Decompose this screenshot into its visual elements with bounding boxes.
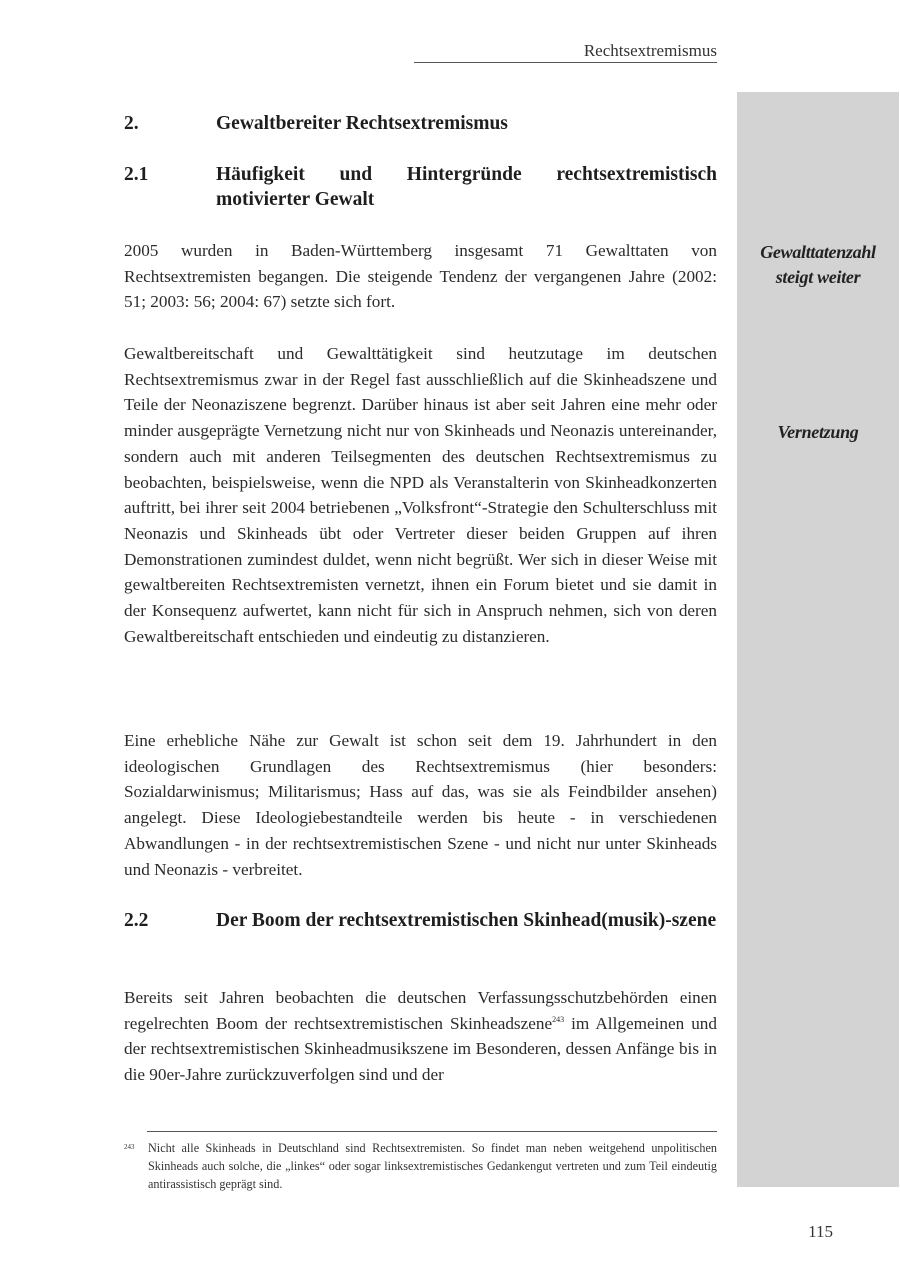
footnote-divider bbox=[147, 1131, 717, 1132]
section-number: 2.1 bbox=[124, 164, 149, 185]
page-number: 115 bbox=[808, 1222, 833, 1241]
section-heading-2-2 bbox=[124, 908, 717, 933]
section-title: Gewaltbereiter Rechtsextremismus bbox=[216, 113, 508, 134]
section-number: 2. bbox=[124, 113, 139, 134]
paragraph-vernetzung: Gewaltbereitschaft und Gewalttätigkeit sind heutzutage im deutschen Rechtsextremismus zwar in der Regel fast ausschließlich auf die Skinheadszene und Teile der Neonaziszene begrenzt. Darüber hinaus ist aber seit Jahren eine mehr oder minder ausgeprägte Vernetzung nicht nur von Skinheads und Neonazis untereinander, sondern auch mit anderen Teilsegmenten des deutschen Rechtsextremismus zu beobachten, beispielsweise, wenn die NPD als Veranstalterin von Skinheadkonzerten auftritt, bei ihrer seit 2004 betriebenen „Volksfront“-Strategie den Schulterschluss mit Neonazis und Skinheads übt oder Vertreter dieser beiden Gruppen auf ihren Demonstrationen zumindest duldet, wenn nicht begrüßt. Wer sich in dieser Weise mit gewaltbereiten Rechtsextremisten vernetzt, ihnen ein Forum bietet und sie damit in der Konsequenz aufwertet, kann nicht für sich in Anspruch nehmen, sich von deren Gewaltbereitschaft entschieden und eindeutig zu distanzieren. bbox=[124, 344, 717, 646]
running-header: Rechtsextremismus bbox=[414, 40, 717, 63]
footnote-reference[interactable]: 243 bbox=[552, 1014, 565, 1024]
paragraph-text: im Allgemeinen und der rechtsextremistischen Skinheadmusikszene im Besonderen, dessen Anfänge bis in die 90er-Jahre zurückzuverfolgen sind und der bbox=[124, 1013, 717, 1085]
footnote-text: Nicht alle Skinheads in Deutschland sind Rechtsextremisten. So findet man neben weitgehend unpolitischen Skinheads auch solche, die „linkes“ oder sogar linksextremistisches Gedankengut vertreten und zum Teil eindeutig antirassistisch geprägt sind. bbox=[148, 1141, 717, 1191]
margin-note-gewalttatenzahl: Gewalttatenzahl steigt weiter bbox=[760, 242, 876, 287]
section-heading-2-1 bbox=[124, 162, 717, 212]
paragraph-text: Bereits seit Jahren beobachten die deutschen Verfassungsschutzbehörden einen regelrechten Boom der rechtsextremistischen Skinheadszene bbox=[124, 988, 717, 1033]
margin-note-vernetzung: Vernetzung bbox=[777, 422, 859, 442]
paragraph-gewalttaten: 2005 wurden in Baden-Württemberg insgesamt 71 Gewalttaten von Rechtsextremisten begangen. Die steigende Tendenz der vergangenen Jahre (2002: 51; 2003: 56; 2004: 67) setzte sich fort. bbox=[124, 241, 717, 312]
footnote bbox=[124, 1139, 717, 1193]
paragraph-ideologie: Eine erhebliche Nähe zur Gewalt ist schon seit dem 19. Jahrhundert in den ideologischen Grundlagen des Rechtsextremismus (hier besonders: Sozialdarwinismus; Militarismus; Hass auf das, was sie als Feindbilder ansehen) angelegt. Diese Ideologiebestandteile werden bis heute - in verschiedenen Abwandlungen - in der rechtsextremistischen Szene - und nicht nur unter Skinheads und Neonazis - verbreitet. bbox=[124, 731, 717, 879]
footnote-number: 243 bbox=[124, 1143, 135, 1151]
section-number: 2.2 bbox=[124, 910, 149, 931]
margin-sidebar bbox=[737, 92, 899, 1187]
section-heading-2 bbox=[124, 111, 717, 136]
paragraph-boom bbox=[124, 985, 717, 1088]
section-title: Der Boom der rechtsextremistischen Skinhead(musik)-szene bbox=[216, 910, 717, 931]
section-title: Häufigkeit und Hintergründe rechtsextremistisch motivierter Gewalt bbox=[216, 164, 717, 210]
